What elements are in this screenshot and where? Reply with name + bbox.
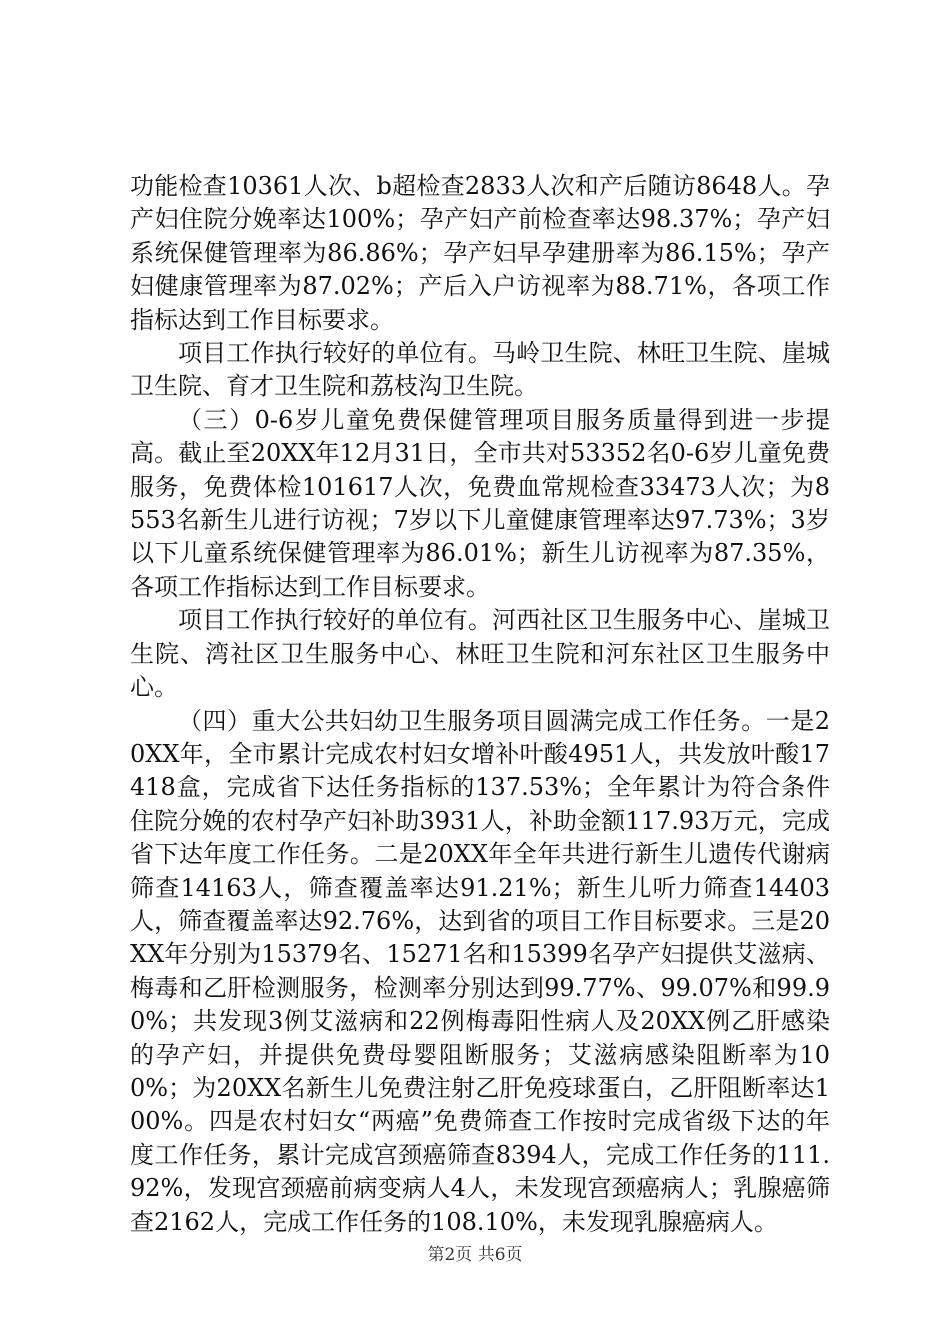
paragraph-child-health: （三）0-6岁儿童免费保健管理项目服务质量得到进一步提高。截止至20XX年12月31日，全市共对53352名0-6岁儿童免费服务，免费体检101617人次，免费血常规检查33473人次；为8553名新生儿进行访视；7岁以下儿童健康管理率达97.73%；3岁以下儿童系统保健管理率为86.01%；新生儿访视率为87.35%，各项工作指标达到工作目标要求。	[130, 405, 830, 601]
paragraph-public-health-projects: （四）重大公共妇幼卫生服务项目圆满完成工作任务。一是20XX年，全市累计完成农村妇女增补叶酸4951人，共发放叶酸17418盒，完成省下达任务指标的137.53%；全年累计为符合条件住院分娩的农村孕产妇补助3931人，补助金额117.93万元，完成省下达年度工作任务。二是20XX年全年共进行新生儿遗传代谢病筛查14163人，筛查覆盖率达91.21%；新生儿听力筛查14403人，筛查覆盖率达92.76%，达到省的项目工作目标要求。三是20XX年分别为15379名、15271名和15399名孕产妇提供艾滋病、梅毒和乙肝检测服务，检测率分别达到99.77%、99.07%和99.90%；共发现3例艾滋病和22例梅毒阳性病人及20XX例乙肝感染的孕产妇，并提供免费母婴阻断服务；艾滋病感染阻断率为100%；为20XX名新生儿免费注射乙肝免疫球蛋白，乙肝阻断率达100%。四是农村妇女“两癌”免费筛查工作按时完成省级下达的年度工作任务，累计完成宫颈癌筛查8394人，完成工作任务的111.92%，发现宫颈癌前病变病人4人，未发现宫颈癌病人；乳腺癌筛查2162人，完成工作任务的108.10%，未发现乳腺癌病人。	[130, 706, 830, 1236]
page-number: 第2页 共6页	[427, 1245, 523, 1265]
page-footer	[0, 1240, 950, 1265]
paragraph-child-units: 项目工作执行较好的单位有。河西社区卫生服务中心、崖城卫生院、湾社区卫生服务中心、林旺卫生院和河东社区卫生服务中心。	[130, 606, 830, 702]
paragraph-maternal-units: 项目工作执行较好的单位有。马岭卫生院、林旺卫生院、崖城卫生院、育才卫生院和荔枝沟卫生院。	[130, 339, 830, 401]
document-body	[130, 170, 830, 1239]
paragraph-maternal-stats: 功能检查10361人次、b超检查2833人次和产后随访8648人。孕产妇住院分娩率达100%；孕产妇产前检查率达98.37%；孕产妇系统保健管理率为86.86%；孕产妇早孕建册率为86.15%；孕产妇健康管理率为87.02%；产后入户访视率为88.71%，各项工作指标达到工作目标要求。	[130, 172, 830, 334]
